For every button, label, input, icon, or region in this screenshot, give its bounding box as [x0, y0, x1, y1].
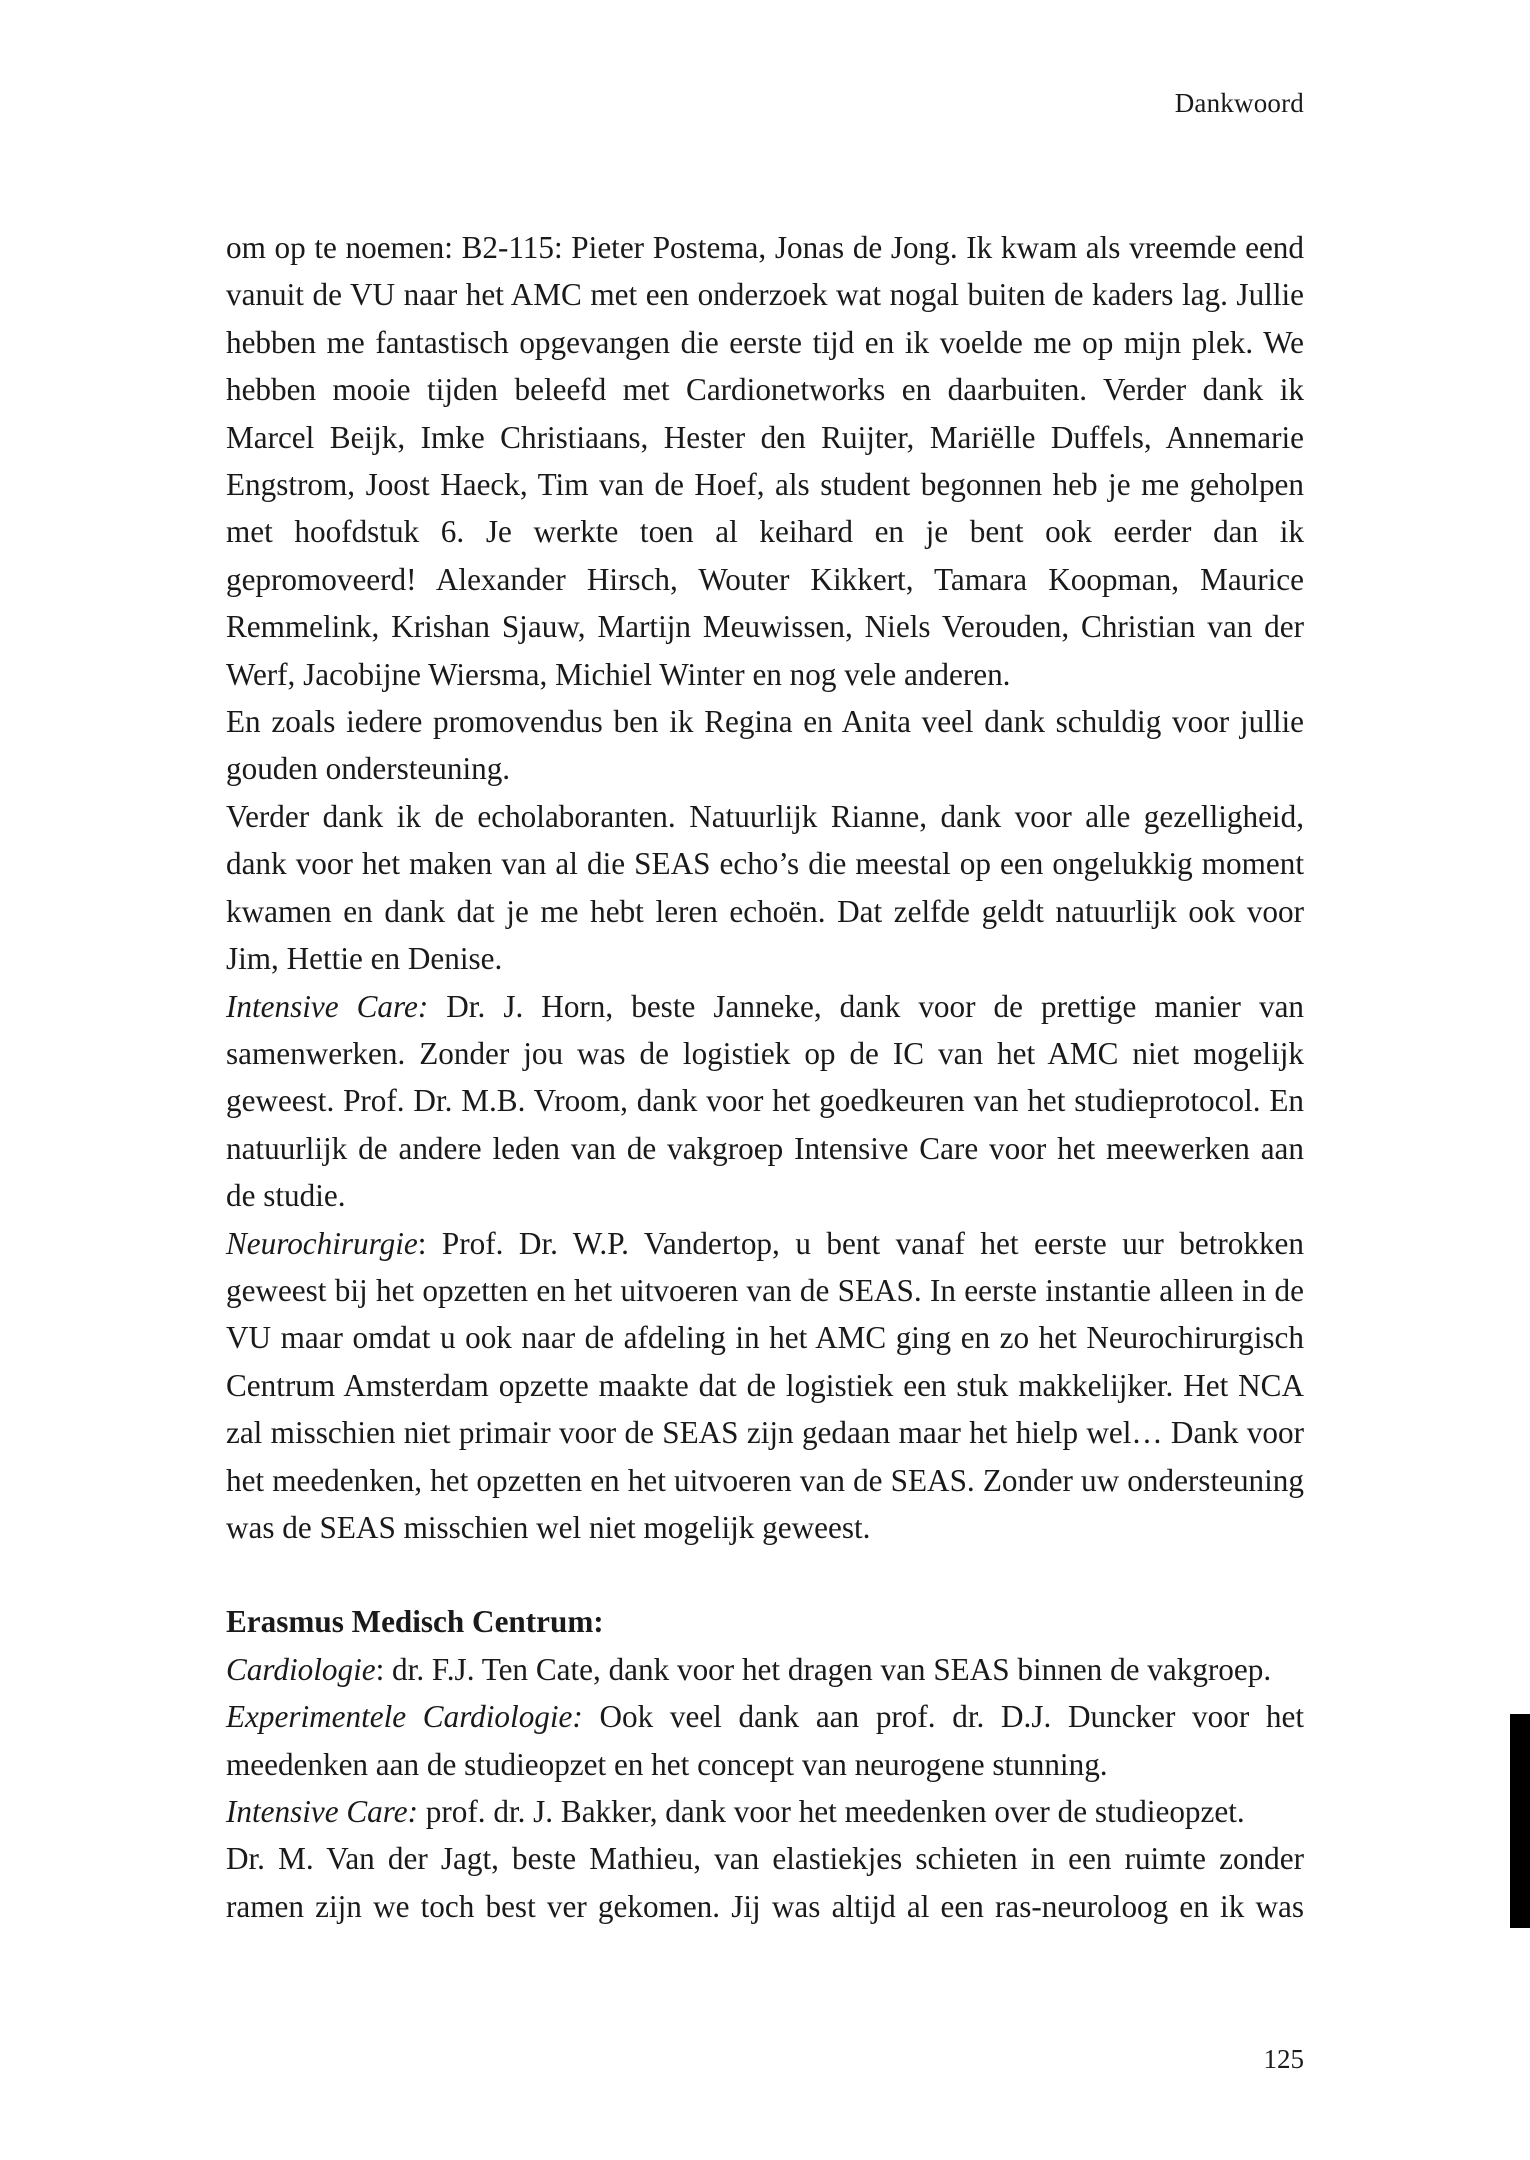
- body-text: [226, 224, 1304, 1930]
- paragraph-intensive-care-amc: [226, 983, 1304, 1220]
- paragraph-colleagues: om op te noemen: B2-115: Pieter Postema, Jonas de Jong. Ik kwam als vreemde eend vanuit de VU naar het AMC met een onderzoek wat nogal buiten de kaders lag. Jullie hebben me fantastisch opgevangen die eerste tijd en ik voelde me op mijn plek. We hebben mooie tijden beleefd met Cardionetworks en daarbuiten. Verder dank ik Marcel Beijk, Imke Christiaans, Hester den Ruijter, Mariëlle Duffels, Annemarie Engstrom, Joost Haeck, Tim van de Hoef, als student begonnen heb je me geholpen met hoofdstuk 6. Je werkte toen al keihard en je bent ook eerder dan ik gepromoveerd! Alexander Hirsch, Wouter Kikkert, Tamara Koopman, Maurice Remmelink, Krishan Sjauw, Martijn Meuwissen, Niels Verouden, Christian van der Werf, Jacobijne Wiersma, Michiel Winter en nog vele anderen.: [226, 230, 1304, 692]
- paragraph-text: Ook veel dank aan prof. dr. D.J. Duncker voor het meedenken aan de studieopzet en het concept van neurogene stunning.: [226, 1699, 1305, 1782]
- paragraph-text: Dr. J. Horn, beste Janneke, dank voor de prettige manier van samenwerken. Zonder jou was de logistiek op de IC van het AMC niet mogelijk geweest. Prof. Dr. M.B. Vroom, dank voor het goedkeuren van het studieprotocol. En natuurlijk de andere leden van de vakgroep Intensive Care voor het meewerken aan de studie.: [226, 988, 1305, 1214]
- section-heading-erasmus: Erasmus Medisch Centrum:: [226, 1604, 604, 1640]
- paragraph-echolaboranten: [226, 793, 1304, 983]
- paragraph-secretaries: En zoals iedere promovendus ben ik Regina en Anita veel dank schuldig voor jullie gouden ondersteuning.: [226, 704, 1304, 787]
- running-head-title: Dankwoord: [1174, 88, 1304, 118]
- paragraph-echolaboranten-text: Verder dank ik de echolaboranten. Natuurlijk Rianne, dank voor alle gezelligheid, dank voor het maken van al die SEAS echo’s die meestal op een ongelukkig moment kwamen en dank dat je me hebt leren echoën. Dat zelfde geldt natuurlijk ook voor Jim, Hettie en Denise.: [226, 798, 1304, 977]
- department-label: Intensive Care:: [226, 1794, 418, 1829]
- paragraph-cardiologie: [226, 1646, 1304, 1693]
- page-number: 125: [1263, 2044, 1304, 2074]
- paragraph-neurochirurgie: [226, 1220, 1304, 1552]
- paragraph-experimentele-cardiologie: [226, 1693, 1304, 1788]
- department-label: Neurochirurgie: [226, 1225, 418, 1261]
- paragraph-text: prof. dr. J. Bakker, dank voor het meedenken over de studieopzet.: [417, 1794, 1245, 1829]
- department-label: Experimentele Cardiologie:: [226, 1699, 583, 1735]
- chapter-thumb-tab: [1510, 1714, 1530, 1928]
- paragraph-intensive-care-erasmus: [226, 1788, 1304, 1835]
- paragraph-text: : Prof. Dr. W.P. Vandertop, u bent vanaf het eerste uur betrokken geweest bij het opzetten en het uitvoeren van de SEAS. In eerste instantie alleen in de VU maar omdat u ook naar de afdeling in het AMC ging en zo het Neurochirurgisch Centrum Amsterdam opzette maakte dat de logistiek een stuk makkelijker. Het NCA zal misschien niet primair voor de SEAS zijn gedaan maar het hielp wel… Dank voor het meedenken, het opzetten en het uitvoeren van de SEAS. Zonder uw ondersteuning was de SEAS misschien wel niet mogelijk geweest.: [226, 1225, 1304, 1545]
- department-label: Intensive Care:: [226, 988, 429, 1024]
- paragraph-text: : dr. F.J. Ten Cate, dank voor het dragen van SEAS binnen de vakgroep.: [375, 1651, 1272, 1687]
- paragraph-van-der-jagt: Dr. M. Van der Jagt, beste Mathieu, van elastiekjes schieten in een ruimte zonder ramen zijn we toch best ver gekomen. Jij was altijd al een ras-neuroloog en ik was: [226, 1841, 1304, 1924]
- department-label: Cardiologie: [226, 1651, 376, 1687]
